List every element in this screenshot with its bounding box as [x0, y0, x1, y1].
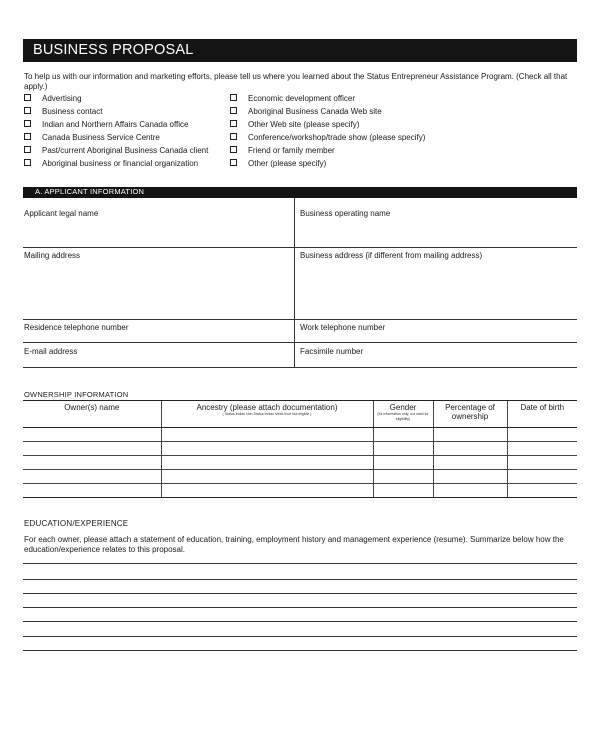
section-a-title: A. APPLICANT INFORMATION — [35, 187, 145, 196]
checkbox-icon[interactable] — [24, 94, 31, 101]
ownership-percentage-header: Percentage of ownership — [433, 401, 507, 428]
source-option-label: Friend or family member — [248, 146, 335, 155]
ownership-cell[interactable] — [161, 470, 373, 484]
source-option-label: Other (please specify) — [248, 159, 327, 168]
source-option-label: Aboriginal Business Canada Web site — [248, 107, 382, 116]
source-option-label: Economic development officer — [248, 94, 356, 103]
date-of-birth-header: Date of birth — [507, 401, 577, 428]
writing-line[interactable] — [23, 650, 577, 651]
ownership-cell[interactable] — [23, 484, 161, 498]
fax-label: Facsimile number — [300, 347, 364, 356]
ownership-cell[interactable] — [507, 484, 577, 498]
ownership-cell[interactable] — [433, 442, 507, 456]
source-option-label: Business contact — [42, 107, 103, 116]
source-option[interactable] — [24, 133, 208, 146]
checkbox-icon[interactable] — [24, 133, 31, 140]
ownership-row — [23, 456, 577, 470]
ownership-cell[interactable] — [373, 442, 433, 456]
education-instructions: For each owner, please attach a statement of education, training, employment history and management experience (resume). Summarize below how the education/experience relates to this proposal. — [24, 535, 564, 554]
ownership-cell[interactable] — [373, 484, 433, 498]
checkbox-icon[interactable] — [230, 146, 237, 153]
residence-phone-label: Residence telephone number — [24, 323, 129, 332]
checkbox-icon[interactable] — [24, 146, 31, 153]
ownership-cell[interactable] — [23, 456, 161, 470]
source-option-label: Past/current Aboriginal Business Canada client — [42, 146, 209, 155]
legal-name-label: Applicant legal name — [24, 209, 99, 218]
ownership-row — [23, 442, 577, 456]
checkbox-icon[interactable] — [230, 107, 237, 114]
options-right-column — [230, 94, 425, 172]
ownership-title: OWNERSHIP INFORMATION — [24, 390, 129, 399]
source-option[interactable] — [24, 159, 208, 172]
source-option-label: Indian and Northern Affairs Canada office — [42, 120, 189, 129]
writing-line[interactable] — [23, 593, 577, 594]
ownership-cell[interactable] — [507, 428, 577, 442]
source-option-label: Other Web site (please specify) — [248, 120, 360, 129]
ownership-cell[interactable] — [161, 442, 373, 456]
ancestry-header: Ancestry (please attach documentation) ( Status Indian Non-Status Indian Métis Inuit Not eligible ) — [161, 401, 373, 428]
source-option-label: Conference/workshop/trade show (please specify) — [248, 133, 426, 142]
ownership-cell[interactable] — [433, 456, 507, 470]
email-label: E-mail address — [24, 347, 78, 356]
field-line — [23, 319, 577, 320]
source-option-label: Advertising — [42, 94, 82, 103]
ownership-cell[interactable] — [507, 470, 577, 484]
ownership-cell[interactable] — [23, 428, 161, 442]
ownership-table — [23, 400, 577, 498]
field-line — [23, 247, 577, 248]
education-title: EDUCATION/EXPERIENCE — [24, 519, 129, 528]
writing-line[interactable] — [23, 636, 577, 637]
checkbox-icon[interactable] — [24, 120, 31, 127]
source-option[interactable] — [24, 146, 208, 159]
section-a-bar — [23, 187, 577, 198]
source-option[interactable] — [24, 120, 208, 133]
source-option[interactable] — [24, 107, 208, 120]
business-address-label: Business address (if different from mailing address) — [300, 251, 483, 260]
source-option[interactable] — [230, 159, 425, 172]
intro-text: To help us with our information and marketing efforts, please tell us where you learned about the Status Entrepreneur Assistance Program. (Check all that apply.) — [24, 72, 568, 91]
operating-name-label: Business operating name — [300, 209, 391, 218]
writing-line[interactable] — [23, 563, 577, 564]
writing-line[interactable] — [23, 579, 577, 580]
source-option[interactable] — [230, 133, 425, 146]
writing-line[interactable] — [23, 607, 577, 608]
mailing-address-label: Mailing address — [24, 251, 81, 260]
ownership-cell[interactable] — [23, 470, 161, 484]
ownership-cell[interactable] — [433, 484, 507, 498]
field-line — [23, 342, 577, 343]
source-option[interactable] — [230, 94, 425, 107]
ownership-cell[interactable] — [23, 442, 161, 456]
checkbox-icon[interactable] — [230, 120, 237, 127]
field-line — [23, 367, 577, 368]
ownership-cell[interactable] — [373, 470, 433, 484]
title-bar — [23, 39, 577, 62]
ownership-cell[interactable] — [507, 442, 577, 456]
writing-line[interactable] — [23, 621, 577, 622]
ownership-cell[interactable] — [507, 456, 577, 470]
ownership-cell[interactable] — [161, 484, 373, 498]
source-option[interactable] — [24, 94, 208, 107]
checkbox-icon[interactable] — [230, 159, 237, 166]
source-option[interactable] — [230, 107, 425, 120]
source-option-label: Canada Business Service Centre — [42, 133, 160, 142]
ownership-row — [23, 484, 577, 498]
work-phone-label: Work telephone number — [300, 323, 386, 332]
ownership-cell[interactable] — [161, 456, 373, 470]
checkbox-icon[interactable] — [230, 133, 237, 140]
ownership-cell[interactable] — [373, 428, 433, 442]
source-option[interactable] — [230, 146, 425, 159]
ownership-cell[interactable] — [161, 428, 373, 442]
ownership-row — [23, 428, 577, 442]
source-option-label: Aboriginal business or financial organization — [42, 159, 199, 168]
checkbox-icon[interactable] — [230, 94, 237, 101]
options-left-column — [24, 94, 208, 172]
page-title: BUSINESS PROPOSAL — [33, 42, 194, 58]
ownership-cell[interactable] — [373, 456, 433, 470]
ownership-cell[interactable] — [433, 428, 507, 442]
source-option[interactable] — [230, 120, 425, 133]
gender-header: Gender (for information only; not used for eligibility) — [373, 401, 433, 428]
ownership-cell[interactable] — [433, 470, 507, 484]
gender-note: (for information only; not used for eligibility) — [377, 412, 429, 421]
checkbox-icon[interactable] — [24, 159, 31, 166]
owner-name-header: Owner(s) name — [23, 401, 161, 428]
ownership-row — [23, 470, 577, 484]
checkbox-icon[interactable] — [24, 107, 31, 114]
ancestry-note: ( Status Indian Non-Status Indian Métis Inuit Not eligible ) — [222, 412, 312, 416]
